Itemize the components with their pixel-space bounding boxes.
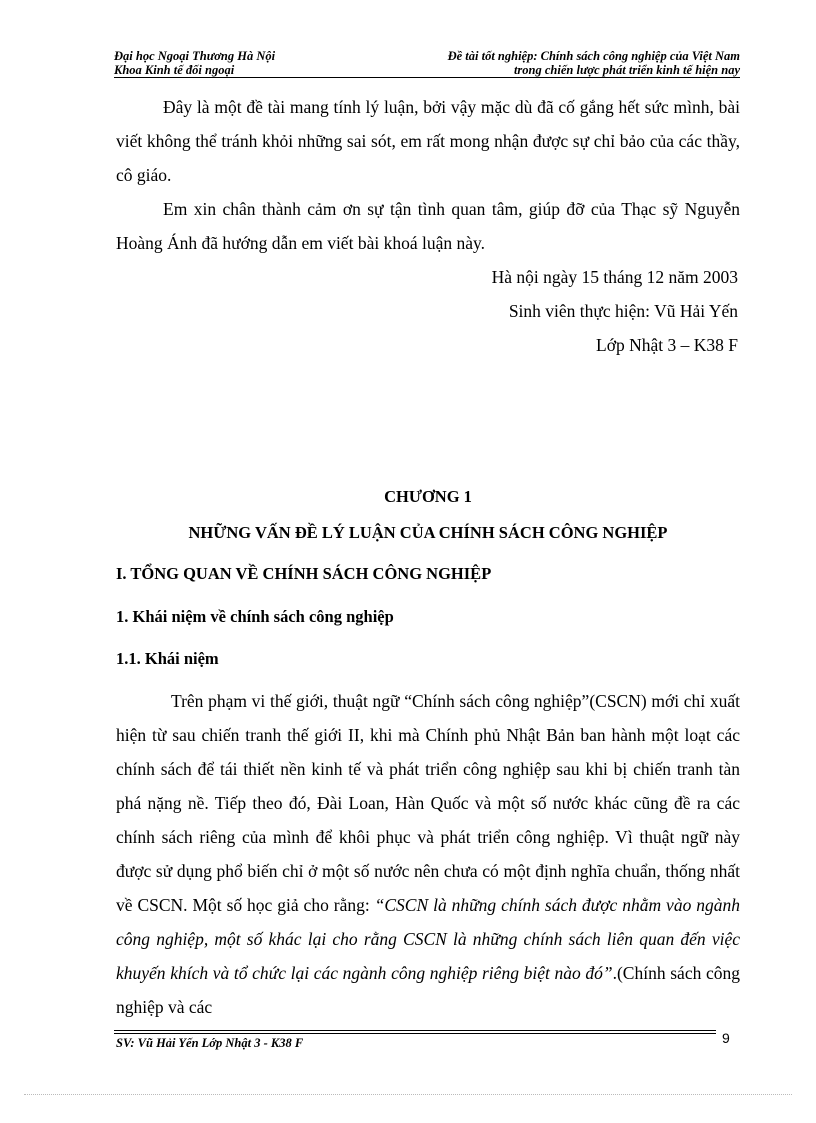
definition-paragraph (116, 684, 740, 1024)
header-rule (114, 77, 740, 78)
footer-rule (114, 1030, 716, 1031)
thanks-paragraph: Em xin chân thành cảm ơn sự tận tình quan tâm, giúp đỡ của Thạc sỹ Nguyễn Hoàng Ánh đã hướng dẫn em viết bài khoá luận này. (116, 199, 740, 253)
page-break-line (24, 1094, 792, 1095)
section-heading-i: I. TỔNG QUAN VỀ CHÍNH SÁCH CÔNG NGHIỆP (116, 564, 492, 583)
intro-paragraph: Đây là một đề tài mang tính lý luận, bởi vậy mặc dù đã cố gắng hết sức mình, bài viết không thể tránh khỏi những sai sót, em rất mong nhận được sự chỉ bảo của các thầy, cô giáo. (116, 97, 740, 185)
definition-tail: .(Chính sách công nghiệp và các (116, 963, 740, 1017)
header-thesis-subtitle: trong chiến lược phát triển kinh tế hiện nay (513, 63, 740, 77)
footer-rule-secondary (114, 1033, 716, 1034)
signature-class: Lớp Nhật 3 – K38 F (596, 335, 738, 355)
section-heading-1-1: 1.1. Khái niệm (116, 649, 219, 668)
section-heading-1: 1. Khái niệm về chính sách công nghiệp (116, 607, 394, 626)
definition-text: Trên phạm vi thế giới, thuật ngữ “Chính sách công nghiệp”(CSCN) mới chỉ xuất hiện từ sau chiến tranh thế giới II, khi mà Chính phủ Nhật Bản ban hành một loạt các chính sách để tái thiết nền kinh tế và phát triển công nghiệp sau khi bị chiến tranh tàn phá nặng nề. Tiếp theo đó, Đài Loan, Hàn Quốc và một số nước khác cũng đề ra các chính sách riêng của mình để khôi phục và phát triển công nghiệp. Vì thuật ngữ này được sử dụng phổ biến chỉ ở một số nước nên chưa có một định nghĩa chuẩn, thống nhất về CSCN. Một số học giả cho rằng: (116, 691, 740, 915)
page-header (114, 50, 740, 80)
signature-student: Sinh viên thực hiện: Vũ Hải Yến (508, 301, 738, 321)
header-university: Đại học Ngoại Thương Hà Nội (114, 49, 276, 63)
chapter-heading: CHƯƠNG 1 (384, 487, 472, 506)
definition-quote: “CSCN là những chính sách được nhằm vào ngành công nghiệp, một số khác lại cho rằng CSCN là những chính sách liên quan đến việc khuyến khích và tổ chức lại các ngành công nghiệp riêng biệt nào đó” (116, 895, 741, 983)
page-content (116, 90, 740, 1024)
signature-date: Hà nội ngày 15 tháng 12 năm 2003 (491, 267, 738, 287)
chapter-title: NHỮNG VẤN ĐỀ LÝ LUẬN CỦA CHÍNH SÁCH CÔNG NGHIỆP (188, 523, 668, 542)
header-faculty: Khoa Kinh tế đối ngoại (114, 63, 235, 77)
page-footer: SV: Vũ Hải Yến Lớp Nhật 3 - K38 F (116, 1036, 304, 1050)
header-thesis-title: Đề tài tốt nghiệp: Chính sách công nghiệp của Việt Nam (447, 49, 740, 63)
page-number: 9 (722, 1030, 730, 1046)
